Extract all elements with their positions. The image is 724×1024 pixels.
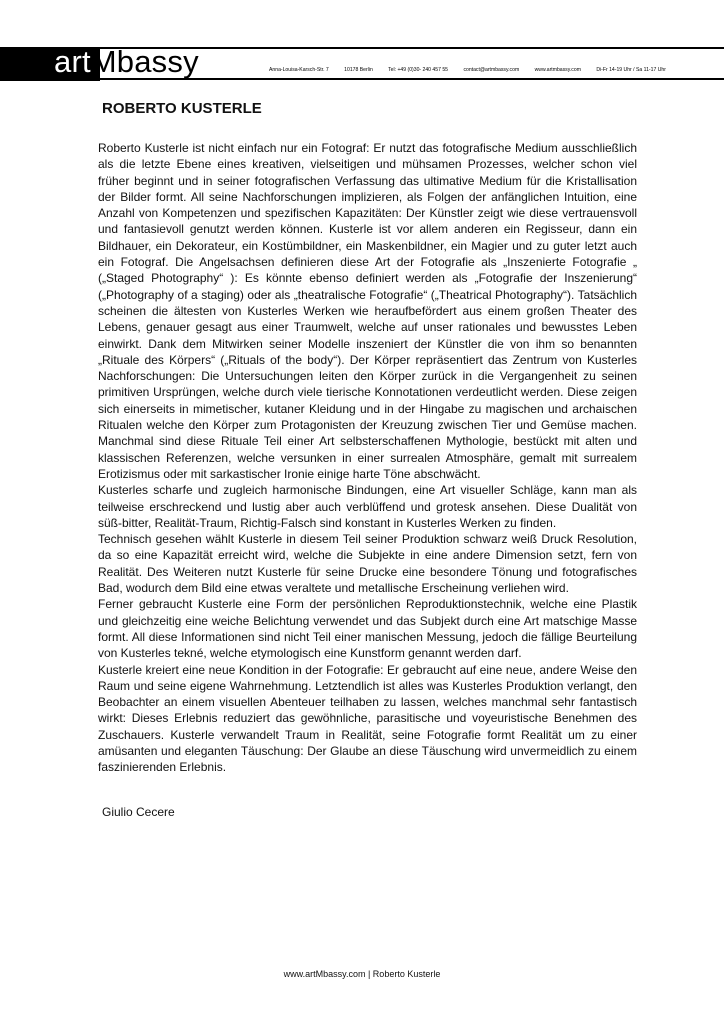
paragraph: Roberto Kusterle ist nicht einfach nur ein Fotograf: Er nutzt das fotografische Medium ausschließlich als die letzte Ebene eines kreativen, vielseitigen und mühsamen Prozesses, welcher schon viel früher beginnt und in seiner fotografischen Verfassung das ultimative Medium für die Kristallisation der Bilder formt. All seine Nachforschungen implizieren, als Folgen der anfänglichen Intuition, eine Anzahl von Kompetenzen und spezifischen Kapazitäten: Der Künstler zeigt wie diese vertrauensvoll und fantasievoll genutzt werden können. Kusterle ist vor allem anderen ein Regisseur, dann ein Bildhauer, ein Dekorateur, ein Kostümbildner, ein Maskenbildner, ein Magier und zu guter letzt auch ein Fotograf. Die Angelsachsen definieren diese Art der Fotografie als „Inszenierte Fotografie „ („Staged Photography“ ): Es könnte ebenso definiert werden als „Fotografie der Inszenierung“ („Photography of a staging) oder als „theatralische Fotografie“ („Theatrical Photography“). Tatsächlich scheinen die ältesten von Kusterles Werken wie heraufbefördert aus einem großen Theater des Lebens, genauer gesagt aus einer Traumwelt, welche auf unser rationales und bewusstes Leben einwirkt. Dank dem Mitwirken seiner Modelle inszeniert der Künstler die von ihm so benannten „Rituale des Körpers“ („Rituals of the body“). Der Körper repräsentiert das Zentrum von Kusterles Nachforschungen: Die Untersuchungen leiten den Körper zurück in die Vergangenheit zu seinen primitiven Ursprüngen, welche durch viele tierische Konnotationen verdeutlicht werden. Diese zeigen sich einerseits in mimetischer, kutaner Kleidung und in der Hingabe zu magischen und archaischen Ritualen welche den Körper zum Protagonisten der Kreuzung zwischen Tier und Gemüse machen. Manchmal sind diese Rituale Teil einer Art selbsterschaffenen Mythologie, bestückt mit alten und klassischen Referenzen, welche versunken in einer surrealen Atmosphäre, gemalt mit surrealem Erotizismus oder mit sarkastischer Ironie einige harte Töne abschwächt. (98, 141, 637, 481)
paragraph: Kusterles scharfe und zugleich harmonische Bindungen, eine Art visueller Schläge, kann man als teilweise erschreckend und lustig aber auch verblüffend und grotesk ansehen. Diese Dualität von süß-bitter, Realität-Traum, Richtig-Falsch sind konstant in Kusterles Werken zu finden. (98, 483, 637, 530)
header-hours: Di-Fr 14-19 Uhr / Sa 11-17 Uhr (596, 67, 666, 73)
article-body (98, 140, 637, 776)
paragraph: Kusterle kreiert eine neue Kondition in der Fotografie: Er gebraucht auf eine neue, andere Weise den Raum und seine eigene Wahrnehmung. Letztendlich ist alles was Kusterles Produktion verlangt, den Beobachter an einem visuellen Abenteuer teilhaben zu lassen, welches manchmal sehr fantastisch wirkt: Dieses Erlebnis reduziert das gewöhnliche, parasitische und voyeuristische Benehmen des Zuschauers. Kusterle verwandelt Traum in Realität, seine Fotografie formt Realität um zu einer amüsanten und eleganten Täuschung: Der Glaube an diese Täuschung wird unvermeidlich zu einem faszinierenden Erlebnis. (98, 662, 637, 775)
header-phone: Tel: +49 (0)30- 240 457 55 (388, 67, 449, 73)
page-footer: www.artMbassy.com | Roberto Kusterle (283, 969, 441, 979)
page-title: ROBERTO KUSTERLE (102, 100, 262, 117)
header-website[interactable]: www.artmbassy.com (534, 67, 581, 73)
header-email[interactable]: contact@artmbassy.com (463, 67, 520, 73)
author-signature: Giulio Cecere (102, 805, 175, 819)
header-city: 10178 Berlin (344, 67, 373, 73)
logo-part-mbassy: Mbassy (90, 44, 199, 79)
logo-part-art: art (54, 44, 91, 79)
header-address: Anna-Louisa-Karsch-Str. 7 (269, 67, 329, 73)
artmbassy-logo (54, 43, 199, 81)
paragraph: Technisch gesehen wählt Kusterle in diesem Teil seiner Produktion schwarz weiß Druck Resolution, da so eine Kapazität erreicht wird, welche die Subjekte in eine andere Dimension setzt, fern von Realität. Des Weiteren nutzt Kusterle für seine Drucke eine besondere Tönung und fotografisches Bad, wodurch dem Bild eine etwas veraltete und metallische Erscheinung verliehen wird. (98, 532, 637, 596)
header-contact-info (269, 67, 666, 74)
paragraph: Ferner gebraucht Kusterle eine Form der persönlichen Reproduktionstechnik, welche eine Plastik und gleichzeitig eine weiche Belichtung verwendet und das Subjekt durch eine Art matschige Masse formt. All diese Informationen sind nicht Teil einer manischen Messung, jedoch die fällige Beurteilung von Kusterles tekné, welche etymologisch eine Kunstform genannt werden darf. (98, 597, 637, 661)
